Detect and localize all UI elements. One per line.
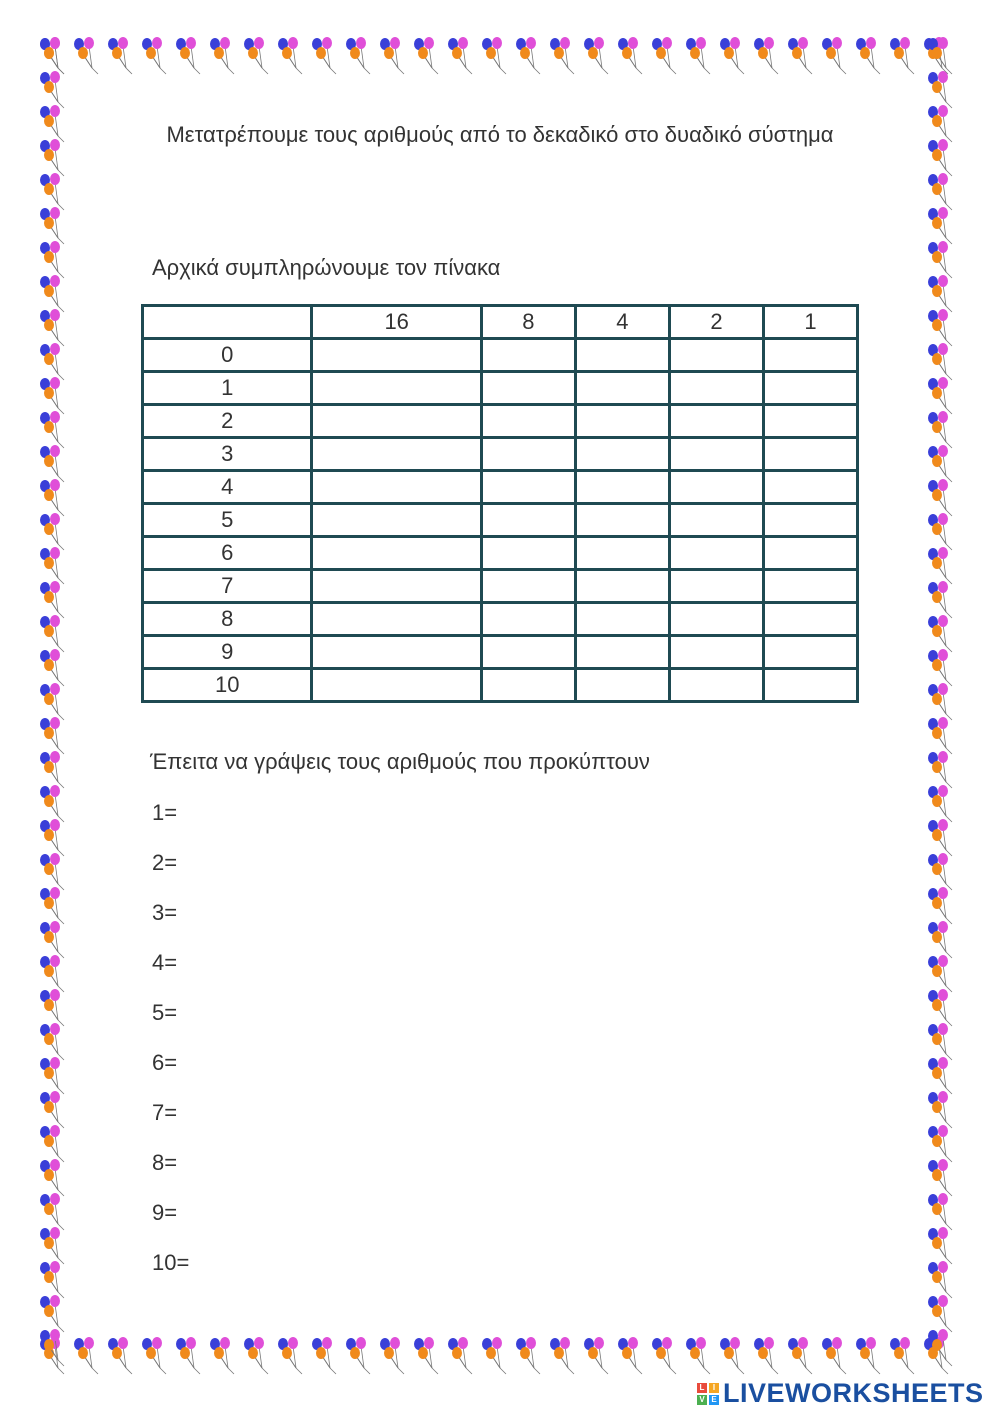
table-row [143, 339, 858, 372]
balloon-bunch-icon [928, 955, 952, 992]
answer-line: 7= [152, 1100, 178, 1125]
table-header-row [143, 306, 858, 339]
balloon-bunch-icon [584, 37, 608, 74]
balloon-bunch-icon [40, 547, 64, 584]
answer-cell[interactable] [481, 405, 575, 438]
balloon-bunch-icon [928, 1227, 952, 1264]
answer-cell[interactable] [481, 504, 575, 537]
balloon-border-left [36, 36, 76, 1376]
balloon-bunch-icon [414, 1337, 438, 1374]
balloon-bunch-icon [40, 649, 64, 686]
balloon-bunch-icon [550, 1337, 574, 1374]
balloon-bunch-icon [618, 1337, 642, 1374]
answer-cell[interactable] [481, 537, 575, 570]
balloon-bunch-icon [40, 1159, 64, 1196]
answer-cell[interactable] [575, 405, 669, 438]
row-label-cell: 5 [143, 504, 312, 537]
table-row [143, 636, 858, 669]
row-label-cell: 2 [143, 405, 312, 438]
answer-cell[interactable] [312, 504, 481, 537]
row-label-cell: 3 [143, 438, 312, 471]
answer-cell[interactable] [575, 636, 669, 669]
answer-cell[interactable] [481, 636, 575, 669]
logo-mark-icon: L I V E [697, 1383, 719, 1405]
balloon-bunch-icon [142, 37, 166, 74]
balloon-bunch-icon [928, 785, 952, 822]
balloon-bunch-icon [550, 37, 574, 74]
balloon-bunch-icon [928, 989, 952, 1026]
row-label-cell: 0 [143, 339, 312, 372]
balloon-bunch-icon [584, 1337, 608, 1374]
answer-cell[interactable] [312, 603, 481, 636]
balloon-bunch-icon [928, 173, 952, 210]
balloon-bunch-icon [244, 37, 268, 74]
balloon-bunch-icon [176, 1337, 200, 1374]
balloon-bunch-icon [928, 1193, 952, 1230]
table-header-cell: 16 [312, 306, 481, 339]
table-header-cell: 2 [669, 306, 763, 339]
answer-line: 6= [152, 1050, 178, 1075]
row-label-cell: 7 [143, 570, 312, 603]
balloon-bunch-icon [142, 1337, 166, 1374]
balloon-bunch-icon [40, 887, 64, 924]
balloon-bunch-icon [928, 513, 952, 550]
balloon-bunch-icon [414, 37, 438, 74]
answer-line: 9= [152, 1200, 178, 1225]
answer-cell[interactable] [763, 669, 857, 702]
answer-cell[interactable] [763, 504, 857, 537]
balloon-bunch-icon [40, 479, 64, 516]
balloon-bunch-icon [108, 37, 132, 74]
balloon-bunch-icon [40, 785, 64, 822]
balloon-bunch-icon [928, 479, 952, 516]
balloon-bunch-icon [40, 173, 64, 210]
balloon-bunch-icon [74, 1337, 98, 1374]
balloon-bunch-icon [856, 37, 880, 74]
balloon-bunch-icon [928, 37, 952, 74]
balloon-bunch-icon [928, 445, 952, 482]
balloon-bunch-icon [652, 1337, 676, 1374]
row-label-cell: 10 [143, 669, 312, 702]
row-label-cell: 6 [143, 537, 312, 570]
answer-cell[interactable] [763, 570, 857, 603]
balloon-bunch-icon [482, 37, 506, 74]
row-label-cell: 8 [143, 603, 312, 636]
balloon-bunch-icon [928, 275, 952, 312]
balloon-bunch-icon [928, 1057, 952, 1094]
balloon-bunch-icon [380, 1337, 404, 1374]
balloon-bunch-icon [40, 513, 64, 550]
balloon-bunch-icon [40, 989, 64, 1026]
answer-cell[interactable] [481, 471, 575, 504]
balloon-bunch-icon [928, 309, 952, 346]
answer-cell[interactable] [669, 504, 763, 537]
balloon-bunch-icon [928, 853, 952, 890]
balloon-bunch-icon [928, 343, 952, 380]
balloon-bunch-icon [176, 37, 200, 74]
answer-cell[interactable] [669, 570, 763, 603]
balloon-bunch-icon [928, 649, 952, 686]
balloon-bunch-icon [40, 1329, 64, 1366]
balloon-bunch-icon [754, 1337, 778, 1374]
balloon-bunch-icon [40, 207, 64, 244]
balloon-bunch-icon [346, 37, 370, 74]
liveworksheets-logo [697, 1378, 984, 1409]
balloon-bunch-icon [928, 683, 952, 720]
balloon-bunch-icon [210, 1337, 234, 1374]
balloon-border-bottom [36, 1336, 964, 1376]
balloon-bunch-icon [40, 683, 64, 720]
balloon-bunch-icon [652, 37, 676, 74]
balloon-bunch-icon [890, 37, 914, 74]
answer-cell[interactable] [669, 339, 763, 372]
balloon-bunch-icon [928, 547, 952, 584]
balloon-bunch-icon [928, 1295, 952, 1332]
balloon-bunch-icon [928, 921, 952, 958]
balloon-bunch-icon [448, 1337, 472, 1374]
table-row [143, 669, 858, 702]
answer-cell[interactable] [669, 636, 763, 669]
answer-cell[interactable] [763, 339, 857, 372]
balloon-bunch-icon [928, 241, 952, 278]
answer-cell[interactable] [312, 438, 481, 471]
answer-cell[interactable] [575, 339, 669, 372]
balloon-bunch-icon [40, 37, 64, 74]
table-row [143, 570, 858, 603]
balloon-bunch-icon [928, 1159, 952, 1196]
balloon-bunch-icon [40, 751, 64, 788]
balloon-bunch-icon [928, 1023, 952, 1060]
table-header-cell: 1 [763, 306, 857, 339]
balloon-bunch-icon [40, 343, 64, 380]
balloon-bunch-icon [40, 581, 64, 618]
row-label-cell: 1 [143, 372, 312, 405]
balloon-bunch-icon [720, 37, 744, 74]
balloon-bunch-icon [210, 37, 234, 74]
answer-cell[interactable] [481, 669, 575, 702]
answer-cell[interactable] [312, 636, 481, 669]
balloon-bunch-icon [40, 1057, 64, 1094]
answer-cell[interactable] [763, 537, 857, 570]
answer-cell[interactable] [312, 339, 481, 372]
balloon-bunch-icon [40, 309, 64, 346]
answer-cell[interactable] [669, 603, 763, 636]
balloon-bunch-icon [40, 1125, 64, 1162]
balloon-bunch-icon [928, 819, 952, 856]
balloon-bunch-icon [788, 37, 812, 74]
answer-line: 2= [152, 850, 178, 875]
answer-cell[interactable] [669, 438, 763, 471]
balloon-bunch-icon [928, 751, 952, 788]
balloon-bunch-icon [40, 955, 64, 992]
binary-table [141, 304, 859, 703]
balloon-bunch-icon [40, 1261, 64, 1298]
balloon-bunch-icon [928, 1125, 952, 1162]
balloon-bunch-icon [482, 1337, 506, 1374]
answer-line: 3= [152, 900, 178, 925]
table-row [143, 504, 858, 537]
balloon-bunch-icon [928, 1261, 952, 1298]
balloon-bunch-icon [928, 71, 952, 108]
answer-cell[interactable] [763, 636, 857, 669]
balloon-bunch-icon [312, 37, 336, 74]
balloon-bunch-icon [856, 1337, 880, 1374]
row-label-cell: 4 [143, 471, 312, 504]
answer-cell[interactable] [763, 603, 857, 636]
balloon-bunch-icon [928, 1091, 952, 1128]
balloon-bunch-icon [40, 71, 64, 108]
answer-cell[interactable] [669, 372, 763, 405]
balloon-bunch-icon [928, 377, 952, 414]
balloon-bunch-icon [74, 37, 98, 74]
table-instruction: Αρχικά συμπληρώνουμε τον πίνακα [152, 255, 501, 280]
balloon-bunch-icon [928, 717, 952, 754]
balloon-bunch-icon [244, 1337, 268, 1374]
answer-cell[interactable] [669, 537, 763, 570]
balloon-bunch-icon [40, 717, 64, 754]
balloon-bunch-icon [822, 1337, 846, 1374]
answer-cell[interactable] [312, 471, 481, 504]
table-row [143, 405, 858, 438]
balloon-bunch-icon [40, 921, 64, 958]
balloon-bunch-icon [928, 581, 952, 618]
balloon-bunch-icon [822, 37, 846, 74]
balloon-bunch-icon [448, 37, 472, 74]
answer-cell[interactable] [669, 471, 763, 504]
answer-cell[interactable] [575, 438, 669, 471]
balloon-bunch-icon [720, 1337, 744, 1374]
worksheet-title: Μετατρέπουμε τους αριθμούς από το δεκαδικό στο δυαδικό σύστημα [166, 122, 834, 147]
balloon-bunch-icon [516, 1337, 540, 1374]
balloon-bunch-icon [928, 1329, 952, 1366]
balloon-bunch-icon [788, 1337, 812, 1374]
balloon-bunch-icon [40, 1091, 64, 1128]
balloon-bunch-icon [928, 411, 952, 448]
balloon-border-right [924, 36, 964, 1376]
balloon-bunch-icon [40, 819, 64, 856]
balloon-bunch-icon [108, 1337, 132, 1374]
balloon-bunch-icon [890, 1337, 914, 1374]
balloon-bunch-icon [40, 411, 64, 448]
answer-cell[interactable] [575, 471, 669, 504]
answer-cell[interactable] [575, 669, 669, 702]
row-label-cell: 9 [143, 636, 312, 669]
answer-cell[interactable] [763, 438, 857, 471]
answer-cell[interactable] [312, 405, 481, 438]
answer-line: 8= [152, 1150, 178, 1175]
balloon-bunch-icon [278, 1337, 302, 1374]
balloon-bunch-icon [40, 1227, 64, 1264]
table-header-cell: 4 [575, 306, 669, 339]
balloon-bunch-icon [928, 207, 952, 244]
table-corner-cell [143, 306, 312, 339]
answer-cell[interactable] [575, 372, 669, 405]
answer-cell[interactable] [575, 570, 669, 603]
answer-cell[interactable] [669, 669, 763, 702]
answer-cell[interactable] [481, 438, 575, 471]
table-row [143, 438, 858, 471]
table-row [143, 372, 858, 405]
table-row [143, 603, 858, 636]
balloon-bunch-icon [312, 1337, 336, 1374]
balloon-border-top [36, 36, 964, 76]
table-row [143, 471, 858, 504]
balloon-bunch-icon [40, 139, 64, 176]
balloon-bunch-icon [686, 1337, 710, 1374]
logo-text: LIVEWORKSHEETS [723, 1378, 984, 1408]
answer-cell[interactable] [312, 570, 481, 603]
answer-cell[interactable] [575, 603, 669, 636]
answer-cell[interactable] [481, 339, 575, 372]
balloon-bunch-icon [346, 1337, 370, 1374]
answer-cell[interactable] [481, 570, 575, 603]
answer-cell[interactable] [575, 504, 669, 537]
answer-line: 5= [152, 1000, 178, 1025]
answer-cell[interactable] [763, 372, 857, 405]
answers-instruction: Έπειτα να γράψεις τους αριθμούς που προκύπτουν [150, 749, 650, 774]
table-row [143, 537, 858, 570]
answer-cell[interactable] [481, 372, 575, 405]
balloon-bunch-icon [278, 37, 302, 74]
balloon-bunch-icon [754, 37, 778, 74]
answer-cell[interactable] [481, 603, 575, 636]
answer-line: 4= [152, 950, 178, 975]
balloon-bunch-icon [40, 615, 64, 652]
answer-cell[interactable] [763, 405, 857, 438]
answer-cell[interactable] [763, 471, 857, 504]
answer-cell[interactable] [312, 537, 481, 570]
balloon-bunch-icon [928, 105, 952, 142]
balloon-bunch-icon [40, 105, 64, 142]
answer-line: 1= [152, 800, 178, 825]
balloon-bunch-icon [618, 37, 642, 74]
balloon-bunch-icon [928, 887, 952, 924]
answer-cell[interactable] [575, 537, 669, 570]
answer-line: 10= [152, 1250, 190, 1275]
balloon-bunch-icon [928, 615, 952, 652]
balloon-bunch-icon [40, 1193, 64, 1230]
balloon-bunch-icon [40, 1295, 64, 1332]
balloon-bunch-icon [40, 377, 64, 414]
table-header-cell: 8 [481, 306, 575, 339]
balloon-bunch-icon [686, 37, 710, 74]
balloon-bunch-icon [40, 241, 64, 278]
balloon-bunch-icon [40, 1023, 64, 1060]
answer-cell[interactable] [312, 669, 481, 702]
balloon-bunch-icon [40, 853, 64, 890]
answer-cell[interactable] [312, 372, 481, 405]
balloon-bunch-icon [516, 37, 540, 74]
balloon-bunch-icon [40, 445, 64, 482]
balloon-bunch-icon [40, 275, 64, 312]
balloon-bunch-icon [928, 139, 952, 176]
answer-cell[interactable] [669, 405, 763, 438]
balloon-bunch-icon [380, 37, 404, 74]
